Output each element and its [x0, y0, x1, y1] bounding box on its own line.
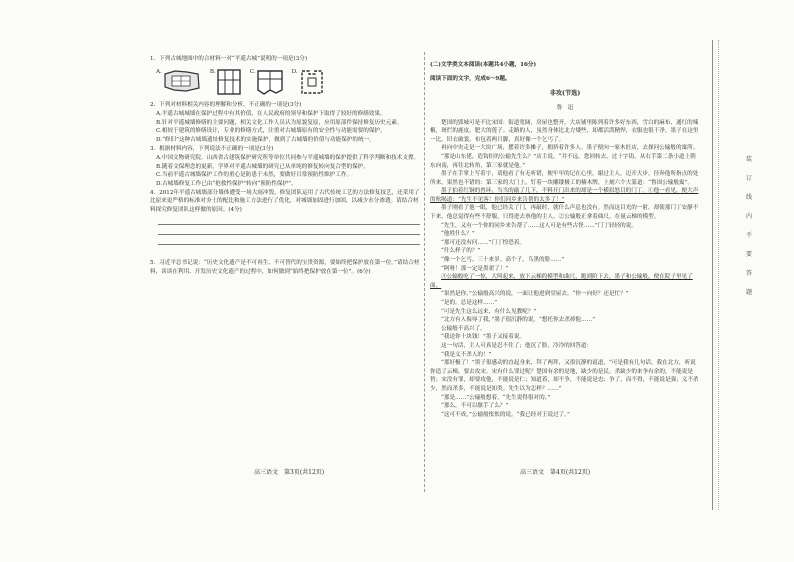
binding-margin-note [744, 150, 754, 302]
map-option-label: B. [209, 68, 216, 75]
map-options [156, 68, 420, 96]
margin-char: 订 [745, 175, 752, 182]
q2-option-d[interactable]: D.“修旧”这种古城墙遗址修复技术的实施保护，做到了古城墙的价值与功能保护的统一。 [156, 136, 375, 143]
passage-paragraph: “那么，不可以歇手了么？” [441, 403, 509, 410]
q2-option-c[interactable]: C.相较于建筑的修缮设计，专业的修缮方式，注重对古城墙原有的安全性与功能需要的保护。 [156, 128, 386, 135]
answer-line[interactable] [158, 225, 420, 235]
passage-paragraph: “那是山东佬，造钩拒的公输先生么？”店主说，“并不远。您回转去，过十字街，从右手第二条小道上朝东向南，再往北转角，第三家就是他。” [430, 153, 696, 169]
map-a-figure [162, 68, 202, 94]
map-option-label: C. [249, 68, 256, 75]
answer-line[interactable] [158, 215, 420, 225]
passage-title: 非攻(节选) [549, 89, 581, 97]
passage-paragraph: “什么样子的？” [441, 248, 481, 255]
question-4: 4．2012年平遥古城墙部分墙体遭受一场大雨冲毁，修复团队运用了古代传统工艺的方法修复技艺，还采用了比原来更严格的标准对夯土的配比和施工方法进行了优化，对城墙加固进行加固，以减少水分渗透。请结合材料探究修复团队这样做的原因。(4分) [150, 189, 420, 213]
page-3-footer: 高三语文 第3页(共12页) [254, 469, 325, 476]
map-d-figure [298, 68, 326, 96]
question-2: 2．下列对材料相关内容的理解和分析，不正确的一项是(3分) [150, 101, 302, 108]
passage-paragraph: 楚国的郢城可是不比宋国：街道宽阔，房屋也整齐，大店铺里陈列着许多好东西，雪白的麻布，通红的辣椒，斑烂的鹿皮，肥大的莲子。走路的人，虽然身体比北方矮些，却都活泼精悍，衣服也很干净。墨子在这里一比，旧衣破裳，布包着两只脚，真好像一个乞丐了。 [430, 119, 699, 143]
margin-char: 线 [745, 194, 752, 201]
passage-paragraph: “他姓什么？” [441, 231, 475, 238]
page-3 [150, 55, 420, 278]
passage-paragraph: “北方有人侮辱了我，”墨子很沉静的说。“想托你去杀掉他……” [441, 317, 596, 324]
question-5: 5．习近平总书记说：“历史文化遗产是不可再生、不可替代的宝贵资源，要始终把保护放在第一位。”请结合材料，谈谈在利用、开发历史文化遗产的过程中，如何做到“始终把保护放在第一位”。(6分) [150, 260, 420, 275]
q3-option-a[interactable]: A.中国文物研究院、山西省古建筑保护研究所等单位共同参与平遥城墙的保护提供了科学判断和技术支撑。 [156, 155, 420, 162]
passage-paragraph: “像一个乞丐。三十来岁。高个子，乌黑的脸……” [441, 257, 565, 264]
passage-paragraph: ③公输般吃了一惊，大叫起来，放下云梯的模型和曲尺，跑到阶下去。墨子和公输般，便在院子里见了面。 [430, 274, 693, 289]
passage-paragraph: “那好极了！”墨子很感动的直起身来，拜了两拜，又很沉静的说道，“可是我有几句话。我在北方，听说你造了云梯，要去攻宋。宋有什么罪过呢？楚国有余的是地，缺少的是民。杀缺少的来争有余的，不能说是智；宋没有罪，却要攻他，不能说是仁；知道着，却不争，不能说是忠；争了，而不得，不能说是强；义不杀少，然而杀多，不能说是知类。先生以为怎样？……” [430, 360, 699, 392]
map-option-b[interactable] [210, 68, 242, 96]
passage-paragraph: “果然是你，”公输般高兴的说，一面让他进到堂屋去。“你一向好？还是忙？” [441, 291, 629, 298]
margin-char: 要 [745, 251, 752, 258]
passage-author: 鲁 迅 [556, 105, 574, 112]
map-c-figure [256, 68, 284, 96]
margin-char: 装 [745, 156, 752, 163]
page-4-footer: 高三语文 第4页(共12页) [520, 469, 591, 476]
passage-paragraph: 墨子在手掌上写着字，请他看了有无听错，便牢牢的记在心里，谢过主人，迈开大步，径奔他所指点的处所来。果然也不错的：第三家的大门上，钉着一块雕镂极工的楠木牌，上刻六个大篆道：“鲁国公输般寓”。 [430, 171, 699, 186]
q3-option-b[interactable]: B.随着文保理念的更新，学界对平遥古城墙的研究已从单纯的修复转向复合型的保护。 [156, 163, 369, 170]
map-option-d[interactable] [292, 68, 326, 96]
passage-paragraph: 墨子拍着红铜的兽环，当当的敲了几下，不料开门出来的却是一个横眉怒目的门丁。①他一看见，便大声的吆喝道：“先生不见客！你们同乡来告帮的太多了！” [430, 188, 699, 203]
map-b-figure [216, 68, 242, 96]
margin-char: 不 [745, 232, 752, 239]
passage-paragraph: 再向中央走是一大块广场，摆着许多摊子，拥挤着许多人。墨子便向一家木匠店，去探问公输般的寓所。 [441, 145, 699, 152]
q3-option-d[interactable]: D.古城墙修复工作已由“抢救性保护”转向“预防性保护”。 [156, 180, 297, 187]
passage-paragraph: 公输般不高兴了。 [441, 325, 486, 332]
passage-paragraph: 墨子刚看了他一眼，他已经关了门，再敲时，就什么声息也没有。然而这目光的一射，却使那门丁安静不下来，他总觉得有些不舒服，只得进去禀他的主人。②公输般正拿着曲尺，在量云梯的模型。 [430, 205, 699, 221]
question-3: 3．根据材料内容，下列说法不正确的一项是(3分) [150, 145, 274, 152]
map-option-label: A. [156, 68, 162, 75]
map-option-a[interactable] [156, 68, 202, 94]
binding-dotted-line [718, 40, 719, 510]
binding-line [712, 40, 713, 510]
passage-paragraph: “是的。总是这样……” [441, 300, 498, 306]
passage-paragraph: “那可还没有问……”门丁惶恐着。 [441, 239, 526, 246]
map-option-c[interactable] [250, 68, 284, 96]
passage-paragraph: “可是先生这么远来，有什么见教呢？” [441, 308, 537, 315]
passage-paragraph: 这一句话，主人可真是忍不住了；他沉了脸，冷冷的回答道： [441, 342, 593, 349]
passage-paragraph: “那是……”公输般想着，“先生说得很对的。” [441, 394, 551, 401]
passage-paragraph: “先生，又有一个你的同乡来告帮了……这人可是有些古怪……”门丁轻轻的说。 [441, 222, 637, 229]
page-divider [424, 52, 425, 492]
passage-paragraph: “这可不成，”公输般怅怅的说。“我已经对王说过了。” [441, 411, 570, 418]
margin-char: 答 [745, 270, 752, 277]
section-instruction: 阅读下面的文字，完成6～9题。 [430, 75, 511, 82]
page-4 [430, 55, 700, 419]
question-1: 1．下列古城地图中的合材料一对“平遥古城”说明的一项是(3分) [150, 56, 308, 62]
q2-option-b[interactable]: B.针对平遥城墙修缮的主要问题，相关文化工作人员认为原貌复原，应用原部件保持修复历史元素。 [156, 119, 403, 126]
answer-area-q4[interactable] [150, 215, 420, 245]
answer-line[interactable] [158, 235, 420, 245]
section-heading: (二)文学类文本阅读(本题共4小题，16分) [430, 61, 537, 68]
passage-paragraph: “阿呀！那一定是墨翟了！” [441, 265, 509, 272]
q3-option-c[interactable]: C.当前平遥古城墙保护工作的重心是防患于未然，要做好日常预防性维护工作。 [156, 172, 353, 179]
margin-char: 题 [745, 289, 752, 296]
q2-option-a[interactable]: A.平遥古城城墙在保护过程中有其价值，在人民政府的领导和保护下取得了较好的修缮效果。 [156, 111, 386, 118]
margin-char: 内 [745, 213, 752, 220]
passage-paragraph: “我是义不杀人的！” [441, 351, 492, 358]
passage-paragraph: “我送你十块钱！”墨子又接着说。 [441, 334, 526, 341]
map-option-label: D. [291, 68, 298, 75]
